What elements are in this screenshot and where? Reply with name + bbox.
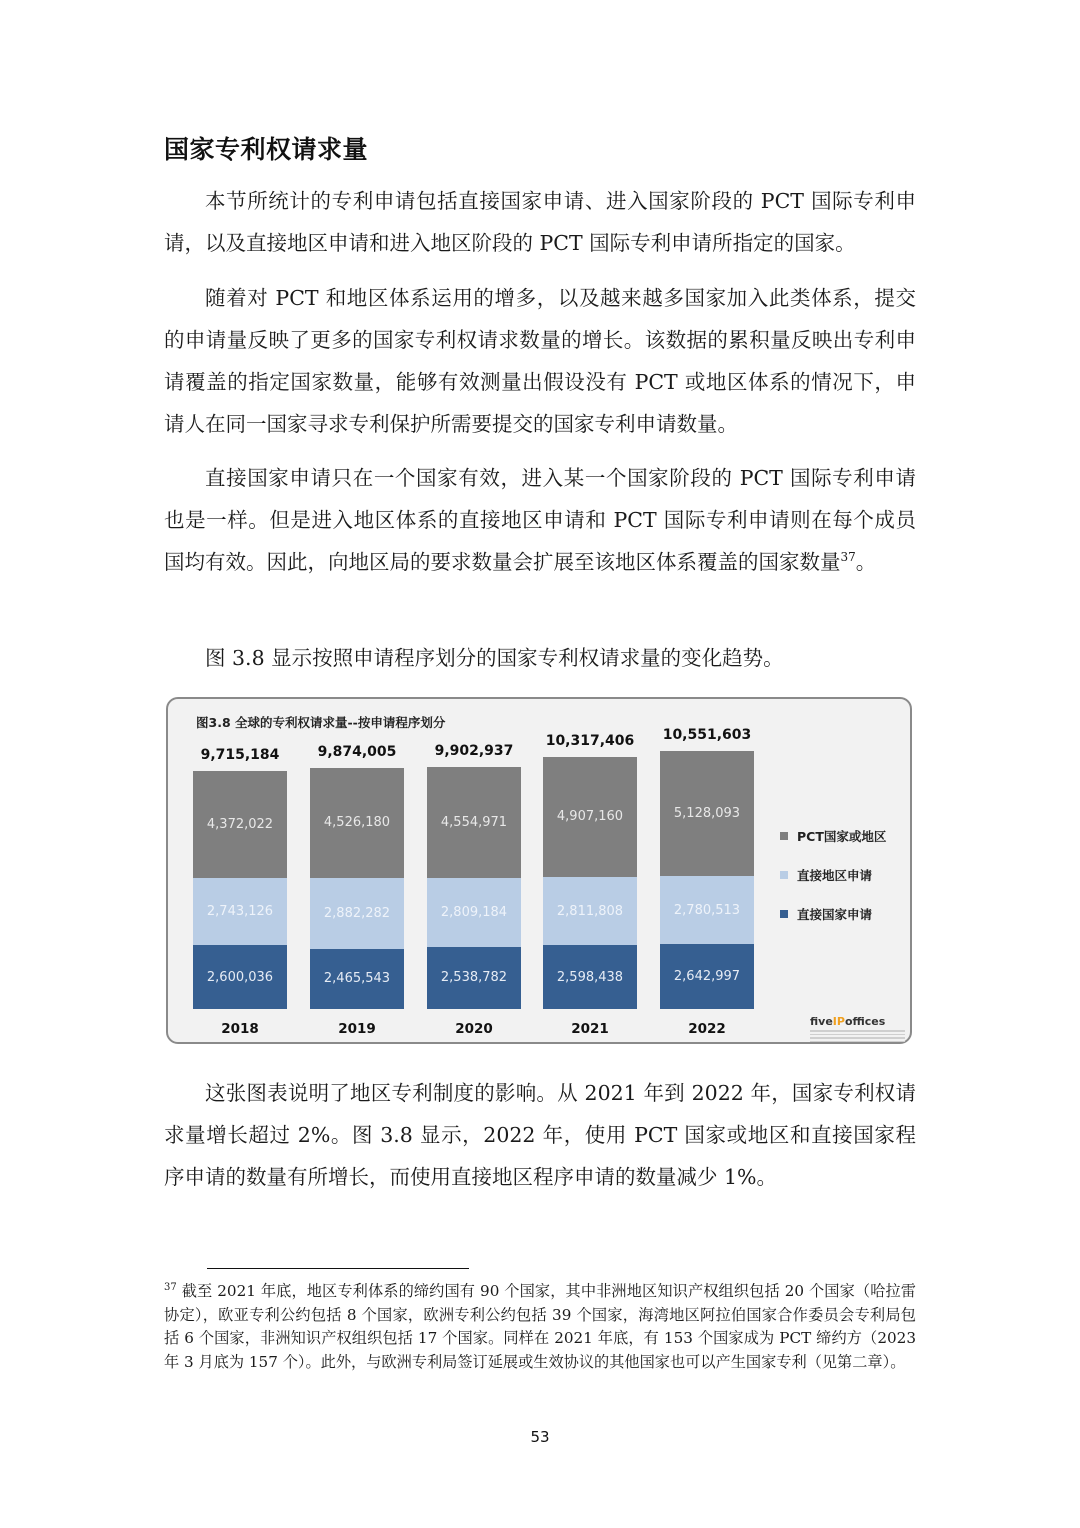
figure-3-8-chart: [166, 697, 912, 1044]
bar-segment-pct: 4,372,022: [193, 771, 287, 878]
bar-total-label: 9,874,005: [317, 743, 397, 760]
x-axis-label: 2020: [455, 1021, 493, 1037]
bar-segment-pct: 4,554,971: [427, 767, 521, 878]
logo-subtext-decoration: [810, 1030, 905, 1044]
bar-segment-national: 2,465,543: [310, 949, 404, 1009]
legend-swatch-icon: [780, 832, 788, 840]
paragraph-3: [164, 457, 916, 583]
bar-total-label: 9,715,184: [200, 747, 280, 764]
legend-label: 直接国家申请: [797, 907, 873, 922]
footnote-ref[interactable]: 37: [840, 550, 856, 565]
bar-segment-region: 2,743,126: [193, 878, 287, 945]
x-axis-label: 2021: [571, 1021, 609, 1037]
legend-item-direct-regional: [780, 865, 886, 885]
bar-segment-national: 2,600,036: [193, 945, 287, 1009]
footnote-number: 37: [164, 1281, 177, 1293]
bar-segment-pct: 4,526,180: [310, 768, 404, 879]
legend-label: PCT国家或地区: [797, 829, 887, 844]
fiveipoffices-logo: fiveIPoffices: [810, 1015, 886, 1028]
footnote-divider: [207, 1268, 469, 1269]
paragraph-3-text: 直接国家申请只在一个国家有效，进入某一个国家阶段的 PCT 国际专利申请也是一样。但是进入地区体系的直接地区申请和 PCT 国际专利申请则在每个成员国均有效。因此，向地区局的要求数量会扩展至该地区体系覆盖的国家数量: [164, 466, 916, 574]
paragraph-1: 本节所统计的专利申请包括直接国家申请、进入国家阶段的 PCT 国际专利申请，以及直接地区申请和进入地区阶段的 PCT 国际专利申请所指定的国家。: [164, 189, 916, 255]
bar-segment-national: 2,598,438: [543, 945, 637, 1009]
footnote-text: 截至 2021 年底，地区专利体系的缔约国有 90 个国家，其中非洲地区知识产权组织包括 20 个国家（哈拉雷协定），欧亚专利公约包括 8 个国家，欧洲专利公约包括 39 个国家，海湾地区阿拉伯国家合作委员会专利局包括 6 个国家，非洲知识产权组织包括 17 个国家。同样在 2021 年底，有 153 个国家成为 PCT 缔约方（2023 年 3 月底为 157 个）。此外，与欧洲专利局签订延展或生效协议的其他国家也可以产生国家专利（见第二章）。: [164, 1282, 916, 1371]
bar-segment-region: 2,811,808: [543, 877, 637, 946]
bar-segment-national: 2,538,782: [427, 947, 521, 1009]
paragraph-4: 图 3.8 显示按照申请程序划分的国家专利权请求量的变化趋势。: [205, 646, 784, 670]
bar-segment-region: 2,809,184: [427, 878, 521, 947]
chart-title: 图3.8 全球的专利权请求量--按申请程序划分: [196, 715, 446, 730]
bar-segment-region: 2,882,282: [310, 878, 404, 948]
bar-segment-pct: 5,128,093: [660, 751, 754, 876]
section-heading: 国家专利权请求量: [164, 135, 369, 164]
bar-segment-national: 2,642,997: [660, 944, 754, 1009]
x-axis-label: 2018: [221, 1021, 259, 1037]
legend-item-direct-national: [780, 904, 886, 924]
paragraph-5: 这张图表说明了地区专利制度的影响。从 2021 年到 2022 年，国家专利权请求量增长超过 2%。图 3.8 显示，2022 年，使用 PCT 国家或地区和直接国家程序申请的数量有所增长，而使用直接地区程序申请的数量减少 1%。: [164, 1081, 916, 1189]
legend-swatch-icon: [780, 871, 788, 879]
bar-total-label: 10,317,406: [545, 732, 635, 749]
bar-total-label: 10,551,603: [662, 727, 752, 743]
bar-total-label: 9,902,937: [434, 742, 514, 759]
legend-item-pct: [780, 826, 886, 846]
legend-label: 直接地区申请: [797, 868, 873, 883]
x-axis-label: 2022: [688, 1021, 726, 1037]
bar-segment-pct: 4,907,160: [543, 757, 637, 877]
legend-swatch-icon: [780, 910, 788, 918]
bar-segment-region: 2,780,513: [660, 876, 754, 944]
paragraph-2: 随着对 PCT 和地区体系运用的增多，以及越来越多国家加入此类体系，提交的申请量反映了更多的国家专利权请求数量的增长。该数据的累积量反映出专利申请覆盖的指定国家数量，能够有效测量出假设没有 PCT 或地区体系的情况下，申请人在同一国家寻求专利保护所需要提交的国家专利申请数量。: [164, 286, 916, 436]
footnote-37: [164, 1280, 916, 1374]
paragraph-3-end: 。: [855, 550, 877, 574]
chart-legend: [780, 826, 886, 943]
page-number: 53: [530, 1428, 550, 1446]
x-axis-label: 2019: [338, 1021, 376, 1037]
